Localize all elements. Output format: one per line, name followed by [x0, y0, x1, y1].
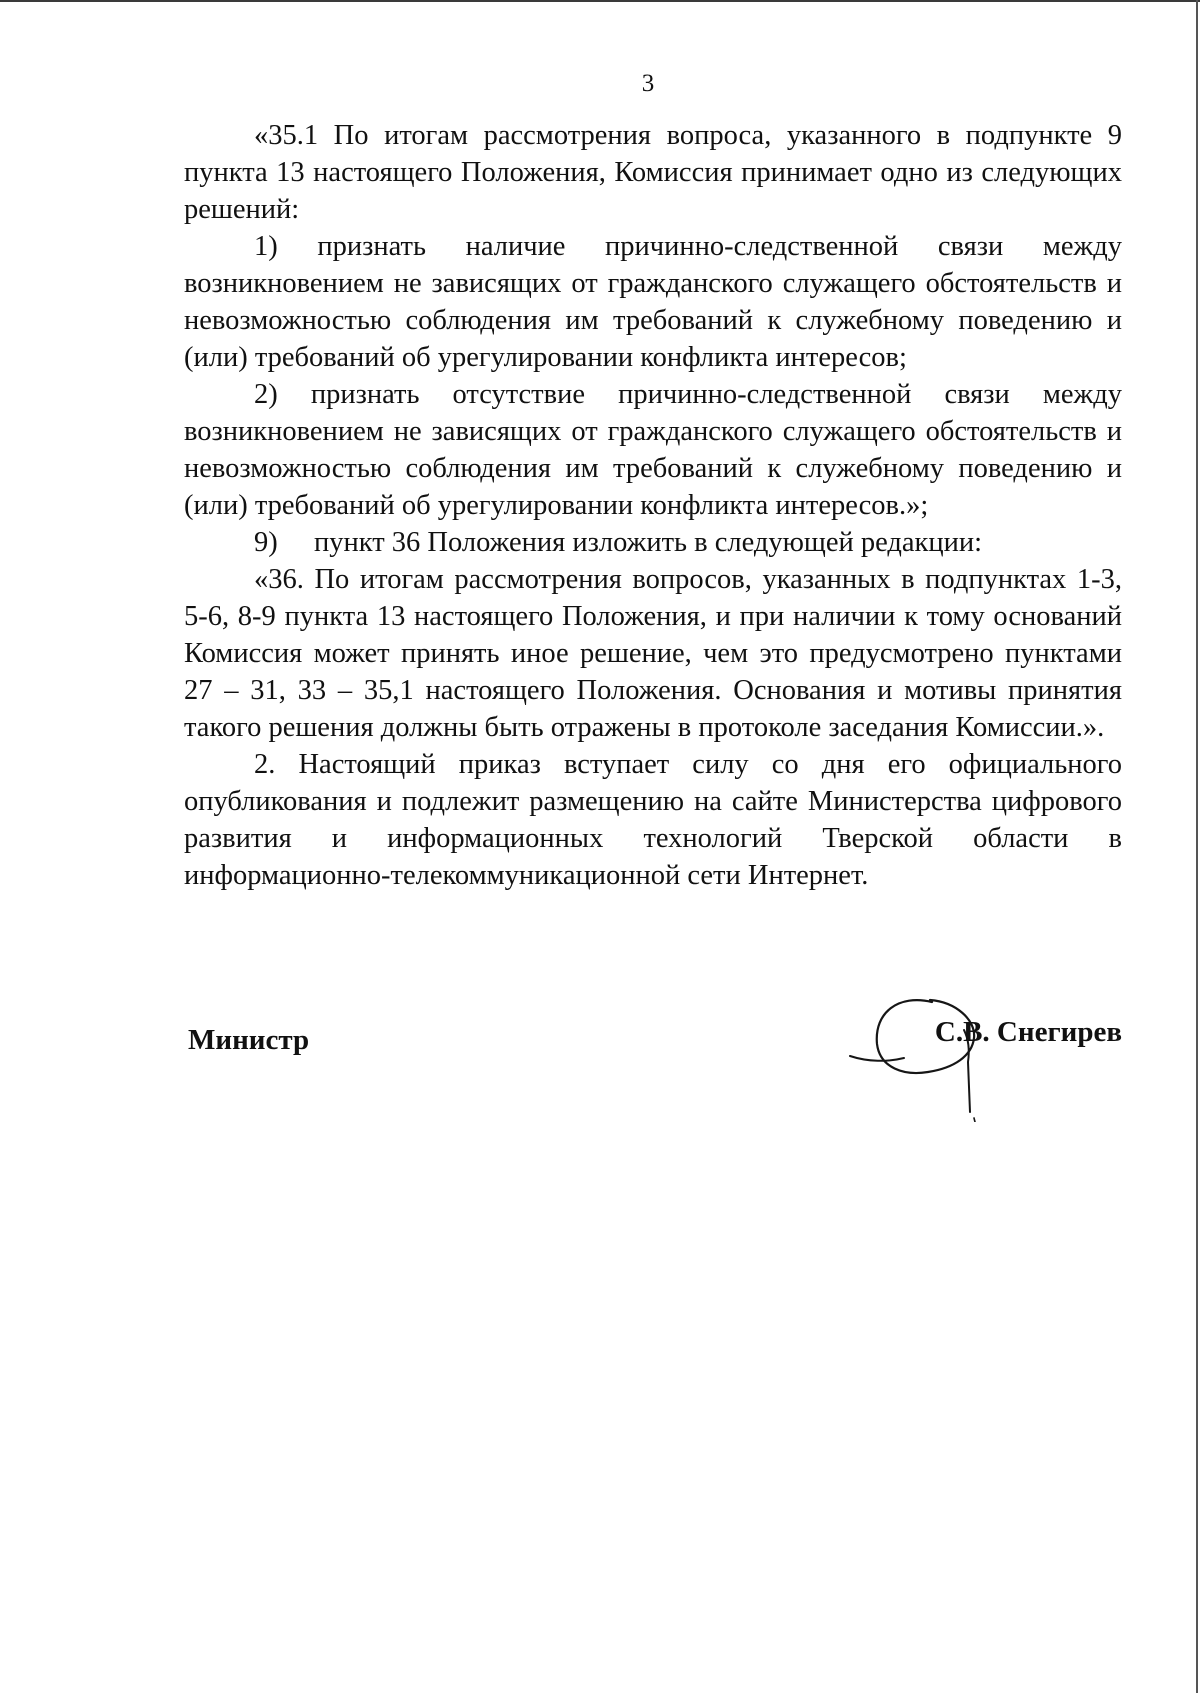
paragraph-35-1: «35.1 По итогам рассмотрения вопроса, указанного в подпункте 9 пункта 13 настоящего Положения, Комиссия принимает одно из следующих решений: — [184, 120, 1122, 225]
item-9-text: пункт 36 Положения изложить в следующей редакции: — [314, 527, 983, 558]
signature-block — [184, 1000, 1122, 1120]
item-9-number: 9) — [254, 527, 278, 558]
document-body — [184, 117, 1122, 894]
paragraph-item-2: 2) признать отсутствие причинно-следственной связи между возникновением не зависящих от гражданского служащего обстоятельств и невозможностью соблюдения им требований к служебному поведению и (или) требований об урегулировании конфликта интересов.»; — [184, 379, 1122, 521]
paragraph-item-1: 1) признать наличие причинно-следственной связи между возникновением не зависящих от гражданского служащего обстоятельств и невозможностью соблюдения им требований к служебному поведению и (или) требований об урегулировании конфликта интересов; — [184, 231, 1122, 373]
paragraph-item-9 — [184, 524, 1122, 561]
paragraph-2-effective: 2. Настоящий приказ вступает силу со дня его официального опубликования и подлежит размещению на сайте Министерства цифрового развития и информационных технологий Тверской области в информационно-телекоммуникационной сети Интернет. — [184, 749, 1122, 891]
signer-name: С.В. Снегирев — [934, 1016, 1122, 1048]
signer-position: Министр — [188, 1024, 310, 1056]
page-number: 3 — [641, 70, 655, 97]
paragraph-36: «36. По итогам рассмотрения вопросов, указанных в подпунктах 1-3, 5-6, 8-9 пункта 13 настоящего Положения, и при наличии к тому оснований Комиссия может принять иное решение, чем это предусмотрено пунктами 27 – 31, 33 – 35,1 настоящего Положения. Основания и мотивы принятия такого решения должны быть отражены в протоколе заседания Комиссии.». — [184, 564, 1122, 743]
